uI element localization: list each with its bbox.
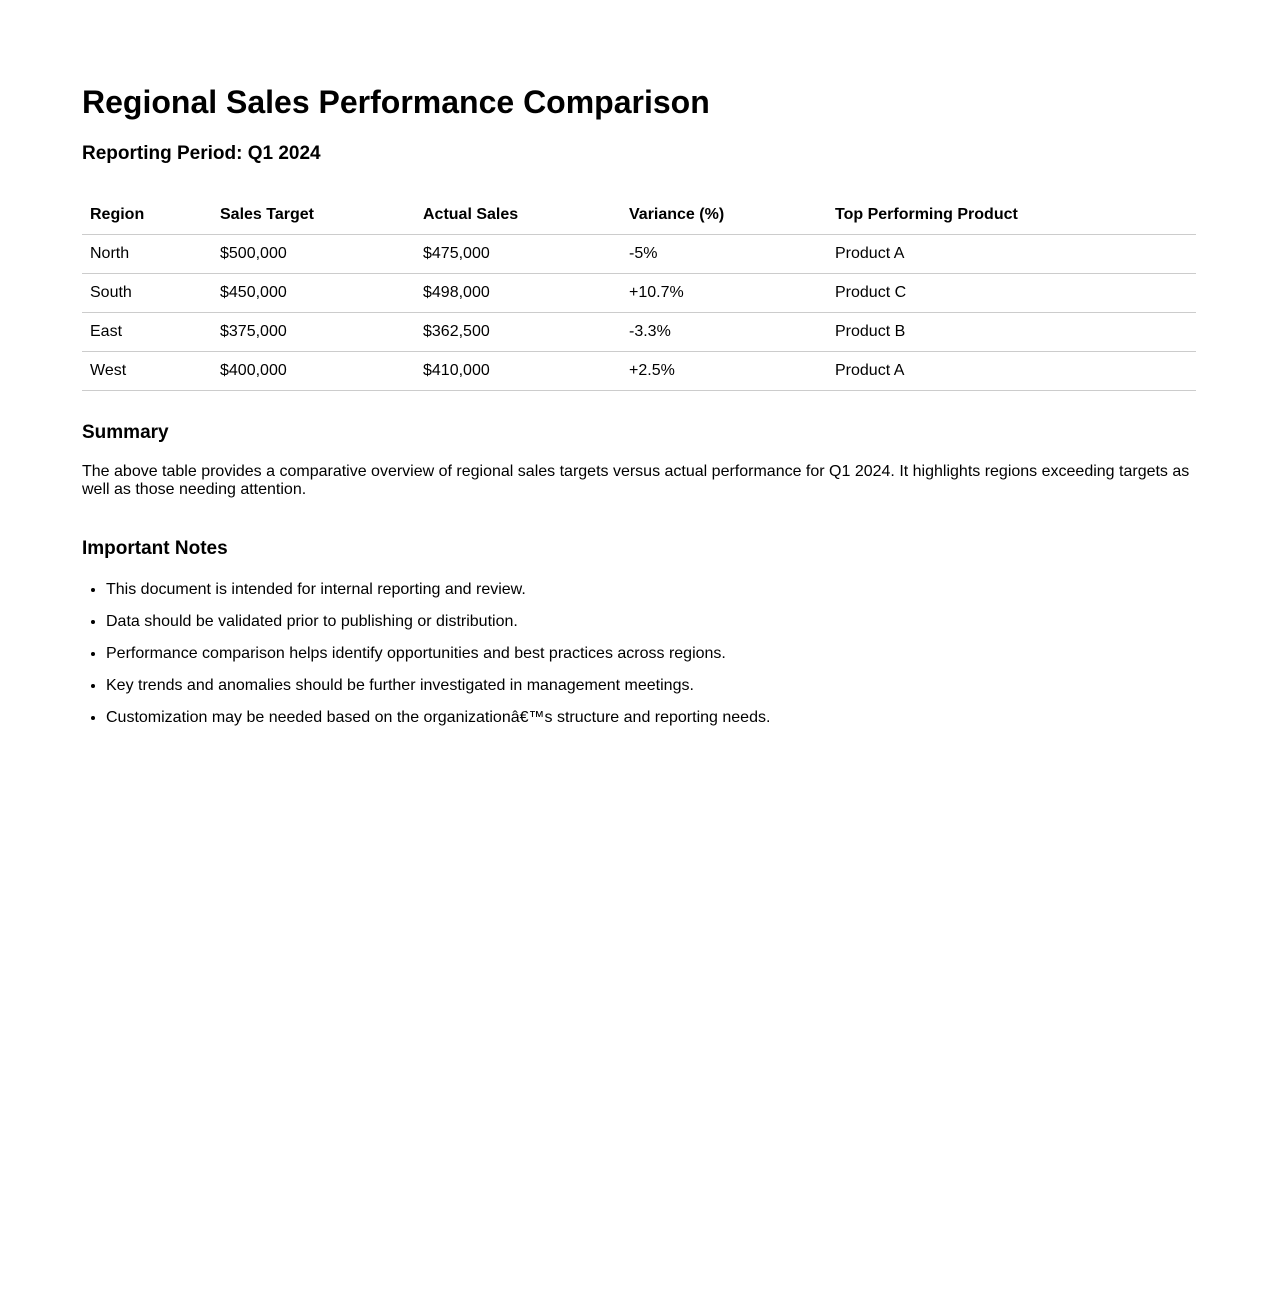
- cell-region: North: [82, 235, 212, 274]
- cell-variance: -5%: [621, 235, 827, 274]
- cell-variance: +2.5%: [621, 352, 827, 391]
- cell-region: South: [82, 274, 212, 313]
- cell-top-product: Product A: [827, 352, 1196, 391]
- notes-list: [82, 581, 1196, 727]
- sales-table: [82, 196, 1196, 391]
- cell-region: East: [82, 313, 212, 352]
- list-item: • This document is intended for internal reporting and review.: [106, 581, 1196, 599]
- cell-top-product: Product B: [827, 313, 1196, 352]
- summary-text: The above table provides a comparative overview of regional sales targets versus actual performance for Q1 2024. It highlights regions exceeding targets as well as those needing attention.: [82, 463, 1190, 498]
- cell-variance: -3.3%: [621, 313, 827, 352]
- cell-top-product: Product C: [827, 274, 1196, 313]
- list-item: • Customization may be needed based on the organizationâ€™s structure and reporting needs.: [106, 709, 1196, 727]
- table-row: [82, 235, 1196, 274]
- table-row: [82, 274, 1196, 313]
- page-title: Regional Sales Performance Comparison: [82, 84, 710, 120]
- list-item: • Data should be validated prior to publishing or distribution.: [106, 613, 1196, 631]
- cell-actual-sales: $362,500: [415, 313, 621, 352]
- cell-sales-target: $500,000: [212, 235, 415, 274]
- header-sales-target: Sales Target: [212, 196, 415, 235]
- list-item: • Performance comparison helps identify opportunities and best practices across regions.: [106, 645, 1196, 663]
- cell-actual-sales: $410,000: [415, 352, 621, 391]
- header-region: Region: [82, 196, 212, 235]
- header-variance: Variance (%): [621, 196, 827, 235]
- summary-heading: Summary: [82, 422, 169, 443]
- cell-variance: +10.7%: [621, 274, 827, 313]
- notes-heading: Important Notes: [82, 538, 228, 559]
- list-item: • Key trends and anomalies should be further investigated in management meetings.: [106, 677, 1196, 695]
- cell-actual-sales: $498,000: [415, 274, 621, 313]
- header-top-product: Top Performing Product: [827, 196, 1196, 235]
- table-row: [82, 352, 1196, 391]
- cell-top-product: Product A: [827, 235, 1196, 274]
- table-header-row: [82, 196, 1196, 235]
- cell-sales-target: $400,000: [212, 352, 415, 391]
- cell-sales-target: $375,000: [212, 313, 415, 352]
- table-row: [82, 313, 1196, 352]
- reporting-period: Reporting Period: Q1 2024: [82, 143, 321, 164]
- header-actual-sales: Actual Sales: [415, 196, 621, 235]
- cell-actual-sales: $475,000: [415, 235, 621, 274]
- cell-sales-target: $450,000: [212, 274, 415, 313]
- cell-region: West: [82, 352, 212, 391]
